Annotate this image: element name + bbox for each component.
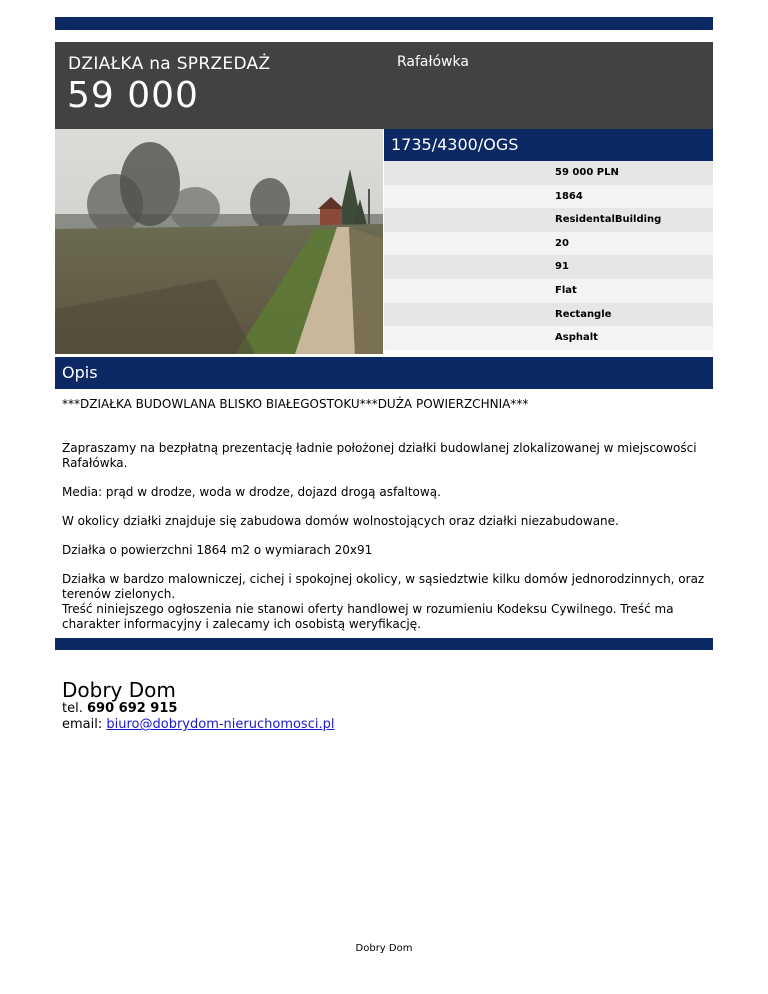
property-photo [55, 129, 383, 354]
footer-text: Dobry Dom [355, 943, 413, 954]
param-row [384, 208, 713, 232]
location: Rafałówka [397, 54, 469, 70]
param-value: Rectangle [555, 308, 612, 320]
offer-type: DZIAŁKA na SPRZEDAŻ [68, 54, 271, 74]
param-value: Flat [555, 284, 577, 296]
param-row [384, 232, 713, 256]
param-row [384, 303, 713, 327]
phone-line [62, 701, 334, 717]
description-paragraph: W okolicy działki znajduje się zabudowa domów wolnostojących oraz działki niezabudowane. [62, 514, 619, 528]
param-value: 1864 [555, 190, 583, 202]
bottom-accent-bar [55, 638, 713, 650]
description-heading-bar [55, 357, 713, 389]
description-body [62, 397, 707, 632]
contact-block [62, 679, 334, 733]
phone-number: 690 692 915 [86, 701, 178, 716]
param-row [384, 326, 713, 350]
param-value: 20 [555, 237, 569, 249]
parameter-table [384, 161, 713, 350]
disclaimer: Treść niniejszego ogłoszenia nie stanowi oferty handlowej w rozumieniu Kodeksu Cywilnego. Treść ma charakter informacyjny i zalecamy ich osobistą weryfikację. [62, 602, 674, 631]
description-paragraph: Media: prąd w drodze, woda w drodze, dojazd drogą asfaltową. [62, 485, 441, 499]
description-paragraph: Działka o powierzchni 1864 m2 o wymiarach 20x91 [62, 543, 373, 557]
param-row [384, 185, 713, 209]
reference-number: 1735/4300/OGS [391, 135, 519, 154]
param-value: 59 000 PLN [555, 167, 619, 178]
param-value: Asphalt [555, 332, 598, 344]
description-heading: Opis [62, 363, 98, 382]
email-link[interactable]: biuro@dobrydom-nieruchomosci.pl [106, 717, 335, 732]
top-accent-bar [55, 17, 713, 30]
listing-header [55, 42, 713, 129]
param-value: ResidentalBuilding [555, 214, 662, 226]
description-title: ***DZIAŁKA BUDOWLANA BLISKO BIAŁEGOSTOKU***DUŻA POWIERZCHNIA*** [62, 397, 529, 411]
param-value: 91 [555, 261, 569, 273]
param-row [384, 255, 713, 279]
email-line [62, 717, 334, 733]
reference-bar [384, 129, 713, 161]
description-paragraph: Działka w bardzo malowniczej, cichej i spokojnej okolicy, w sąsiedztwie kilku domów jednorodzinnych, oraz terenów zielonych. [62, 572, 705, 601]
param-row [384, 279, 713, 303]
param-row [384, 161, 713, 185]
email-label: email: [62, 717, 103, 732]
phone-label: tel. [62, 701, 83, 716]
description-paragraph: Zapraszamy na bezpłatną prezentację ładnie położonej działki budowlanej zlokalizowanej w miejscowości Rafałówka. [62, 441, 697, 470]
price: 59 000 [67, 75, 199, 116]
agency-name: Dobry Dom [62, 678, 176, 702]
